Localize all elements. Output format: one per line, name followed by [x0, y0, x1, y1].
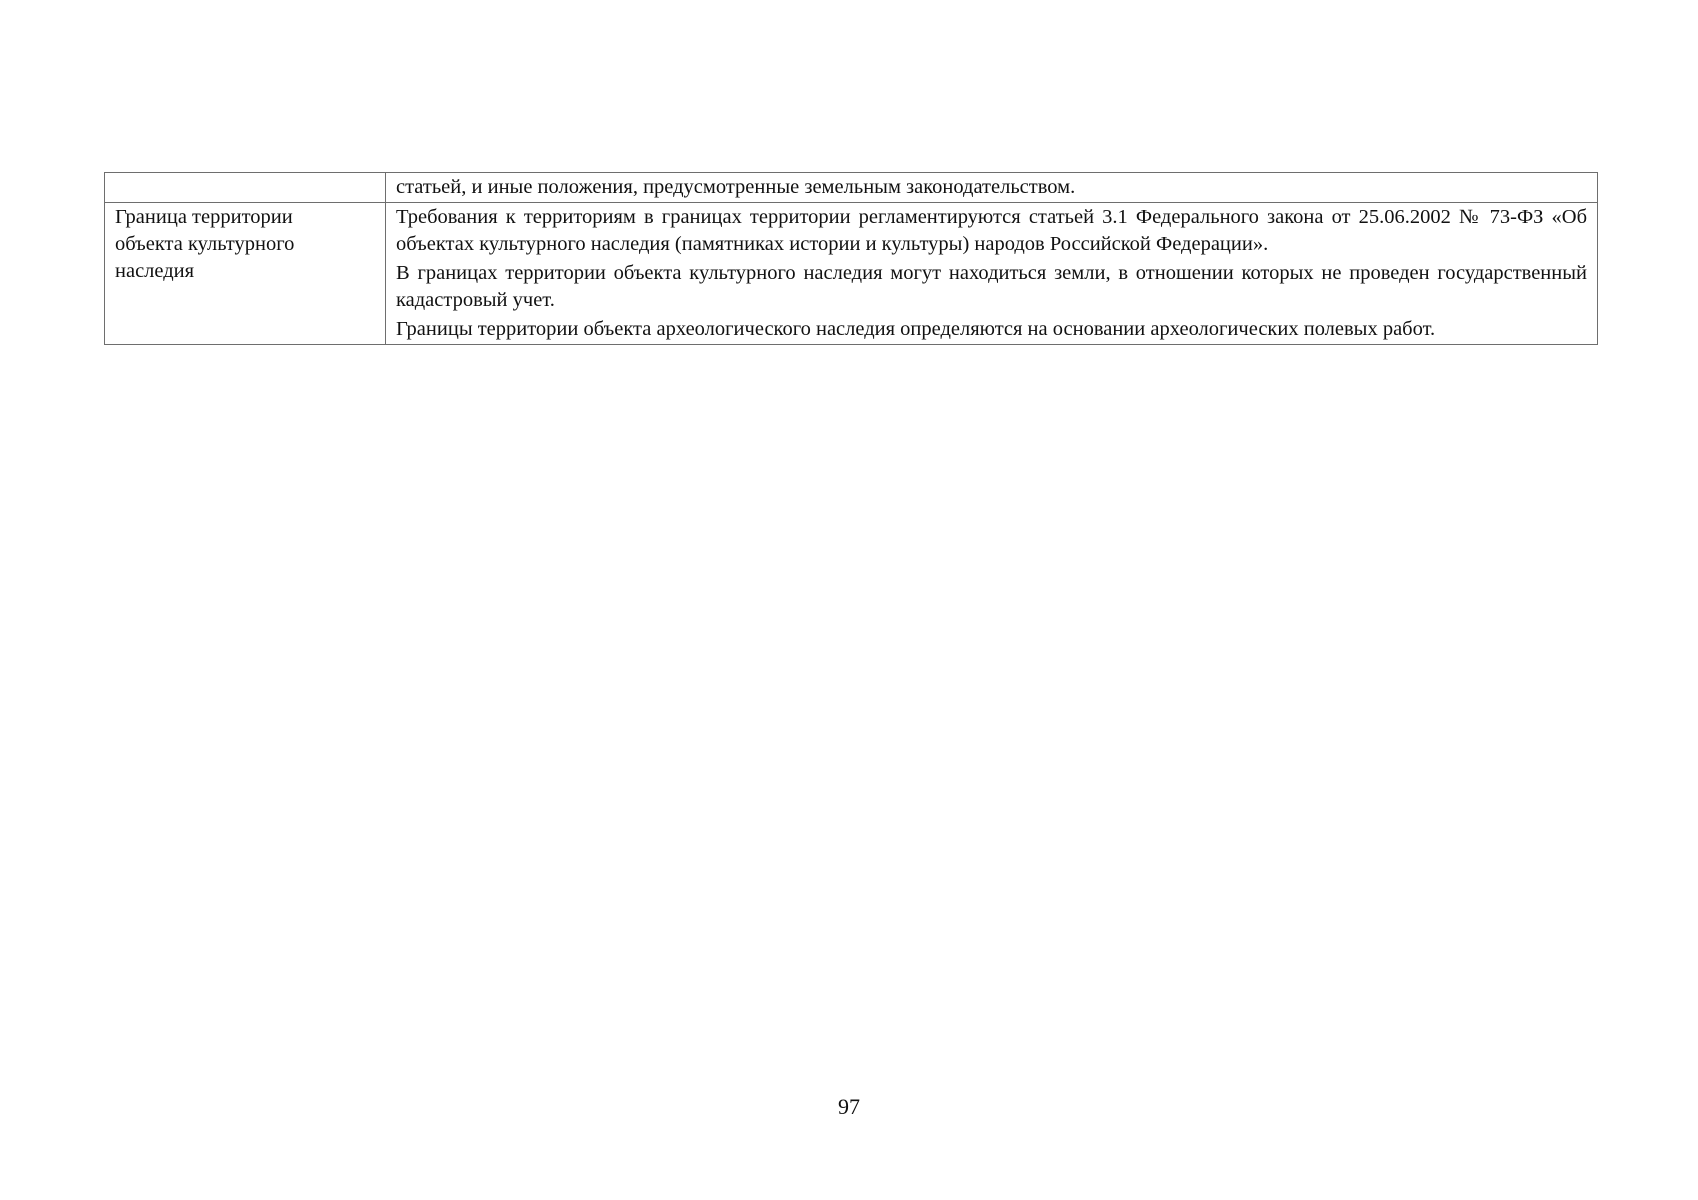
paragraph: В границах территории объекта культурного наследия могут находиться земли, в отношении которых не проведен государственный кадастровый учет. [396, 262, 1587, 311]
table-row [105, 173, 1598, 203]
label-line: наследия [115, 260, 195, 282]
label-line: Граница территории [115, 206, 293, 228]
table-cell-text [386, 203, 1598, 345]
paragraph: Границы территории объекта археологического наследия определяются на основании археологических полевых работ. [396, 318, 1436, 340]
table-cell-label [105, 173, 386, 203]
paragraph: статьей, и иные положения, предусмотренные земельным законодательством. [396, 176, 1076, 198]
regulations-table [104, 172, 1598, 345]
table-cell-label [105, 203, 386, 345]
label-line: объекта культурного [115, 233, 295, 255]
table-row [105, 203, 1598, 345]
page-number: 97 [838, 1094, 860, 1119]
paragraph: Требования к территориям в границах территории регламентируются статьей 3.1 Федерального закона от 25.06.2002 № 73-ФЗ «Об объектах культурного наследия (памятниках истории и культуры) народов Российской Федерации». [396, 206, 1587, 255]
table-cell-text [386, 173, 1598, 203]
